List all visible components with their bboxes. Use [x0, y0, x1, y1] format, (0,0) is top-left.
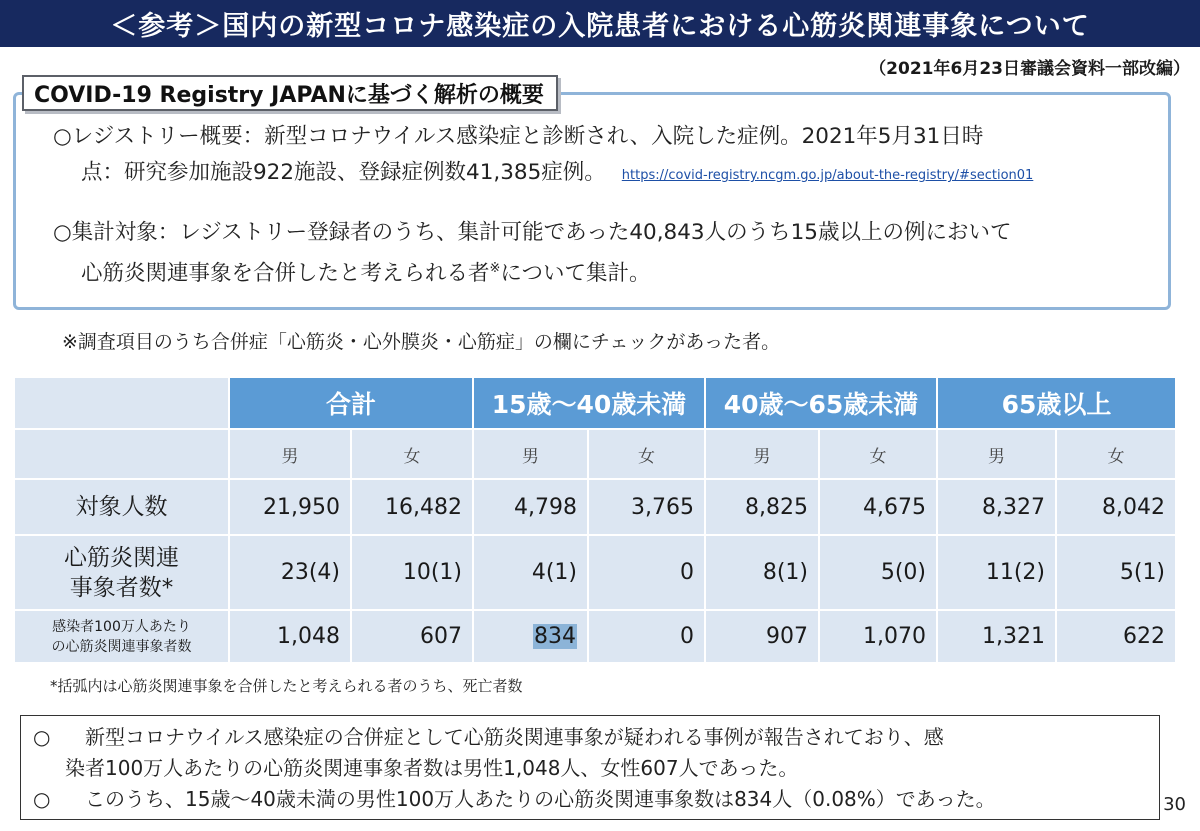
table-row-subjects: [14, 479, 1176, 535]
table-cell: 4(1): [473, 535, 588, 610]
row-label: [14, 610, 229, 663]
table-cell: 21,950: [229, 479, 351, 535]
row-label: [14, 535, 229, 610]
sex-header-cell: 女: [1056, 429, 1176, 479]
table-cell: 3,765: [588, 479, 705, 535]
registry-target-line2-tail: について集計。: [500, 261, 651, 287]
group-header-65plus: 65歳以上: [937, 377, 1176, 429]
registry-target: [53, 215, 1011, 292]
check-note: ※調査項目のうち合併症「心筋炎・心外膜炎・心筋症」の欄にチェックがあった者。: [62, 331, 781, 353]
registry-overview: [53, 119, 1033, 194]
table-cell: 0: [588, 610, 705, 663]
summary-item-1: [33, 722, 944, 784]
summary-bullet: ○: [33, 725, 51, 749]
page-title-text: ＜参考＞国内の新型コロナ感染症の入院患者における心筋炎関連事象について: [110, 11, 1090, 42]
registry-target-line1: ○集計対象：レジストリー登録者のうち、集計可能であった40,843人のうち15歳以上の例において: [53, 220, 1012, 245]
table-cell: 5(0): [819, 535, 937, 610]
table-cell: 1,070: [819, 610, 937, 663]
summary-item-2: [33, 784, 996, 815]
row-label-line1: 心筋炎関連: [64, 544, 179, 571]
registry-overview-line1: ○レジストリー概要：新型コロナウイルス感染症と診断され、入院した症例。2021年5月31日時: [53, 124, 984, 149]
summary-item-1-line1: 新型コロナウイルス感染症の合併症として心筋炎関連事象が疑われる事例が報告されており、感: [85, 725, 944, 749]
header-corner: [14, 377, 229, 429]
group-header-40-65: 40歳～65歳未満: [705, 377, 937, 429]
page-title: [0, 0, 1200, 47]
group-header-15-40: 15歳～40歳未満: [473, 377, 705, 429]
source-note: （2021年6月23日審議会資料一部改編）: [869, 59, 1190, 79]
sex-header-cell: 男: [705, 429, 819, 479]
summary-bullet: ○: [33, 787, 51, 811]
row-label: 対象人数: [14, 479, 229, 535]
row-label-line1: 感染者100万人あたり: [52, 618, 191, 635]
table-cell: 1,321: [937, 610, 1056, 663]
summary-box: [20, 715, 1160, 820]
registry-link[interactable]: https://covid-registry.ncgm.go.jp/about-the-registry/#section01: [621, 168, 1034, 183]
table-cell: 0: [588, 535, 705, 610]
table-cell: 8,825: [705, 479, 819, 535]
registry-target-line2: 心筋炎関連事象を合併したと考えられる者: [81, 261, 490, 287]
table-cell: 8,042: [1056, 479, 1176, 535]
highlighted-value: 834: [534, 624, 577, 649]
table-cell: 10(1): [351, 535, 473, 610]
registry-target-mark: ※: [489, 261, 501, 276]
sex-header-cell: 女: [588, 429, 705, 479]
sex-header-cell: 男: [473, 429, 588, 479]
table-cell: 8(1): [705, 535, 819, 610]
table-row-events: [14, 535, 1176, 610]
table-cell: 5(1): [1056, 535, 1176, 610]
sex-header-cell: 女: [819, 429, 937, 479]
registry-target-line2-wrap: [53, 251, 1011, 292]
table-cell: 1,048: [229, 610, 351, 663]
summary-item-2-text: このうち、15歳～40歳未満の男性100万人あたりの心筋炎関連事象数は834人（0.08%）であった。: [85, 787, 996, 811]
sex-header-cell: 女: [351, 429, 473, 479]
summary-item-1-line2: 染者100万人あたりの心筋炎関連事象者数は男性1,048人、女性607人であった。: [65, 756, 799, 780]
table-cell: 11(2): [937, 535, 1056, 610]
table-cell: 4,675: [819, 479, 937, 535]
group-header-total: 合計: [229, 377, 473, 429]
page-number: 30: [1163, 794, 1186, 815]
registry-heading: COVID-19 Registry JAPANに基づく解析の概要: [22, 75, 558, 111]
table-cell: 16,482: [351, 479, 473, 535]
table-cell: 8,327: [937, 479, 1056, 535]
sex-header-row: [14, 429, 1176, 479]
registry-overview-line2: 点：研究参加施設922施設、登録症例数41,385症例。: [81, 160, 606, 185]
row-label-line2: の心筋炎関連事象者数: [51, 638, 192, 655]
sex-header-corner: [14, 429, 229, 479]
table-cell: 4,798: [473, 479, 588, 535]
row-label-line2: 事象者数*: [69, 574, 174, 601]
table-cell: 907: [705, 610, 819, 663]
table-cell: 607: [351, 610, 473, 663]
sex-header-cell: 男: [229, 429, 351, 479]
table-footnote: *括弧内は心筋炎関連事象を合併したと考えられる者のうち、死亡者数: [50, 677, 523, 695]
table-cell: [473, 610, 588, 663]
group-header-row: [14, 377, 1176, 429]
sex-header-cell: 男: [937, 429, 1056, 479]
registry-overview-line2-wrap: [53, 155, 1033, 194]
table-cell: 23(4): [229, 535, 351, 610]
myocarditis-table: [13, 376, 1177, 664]
table-row-per-million: [14, 610, 1176, 663]
table-cell: 622: [1056, 610, 1176, 663]
